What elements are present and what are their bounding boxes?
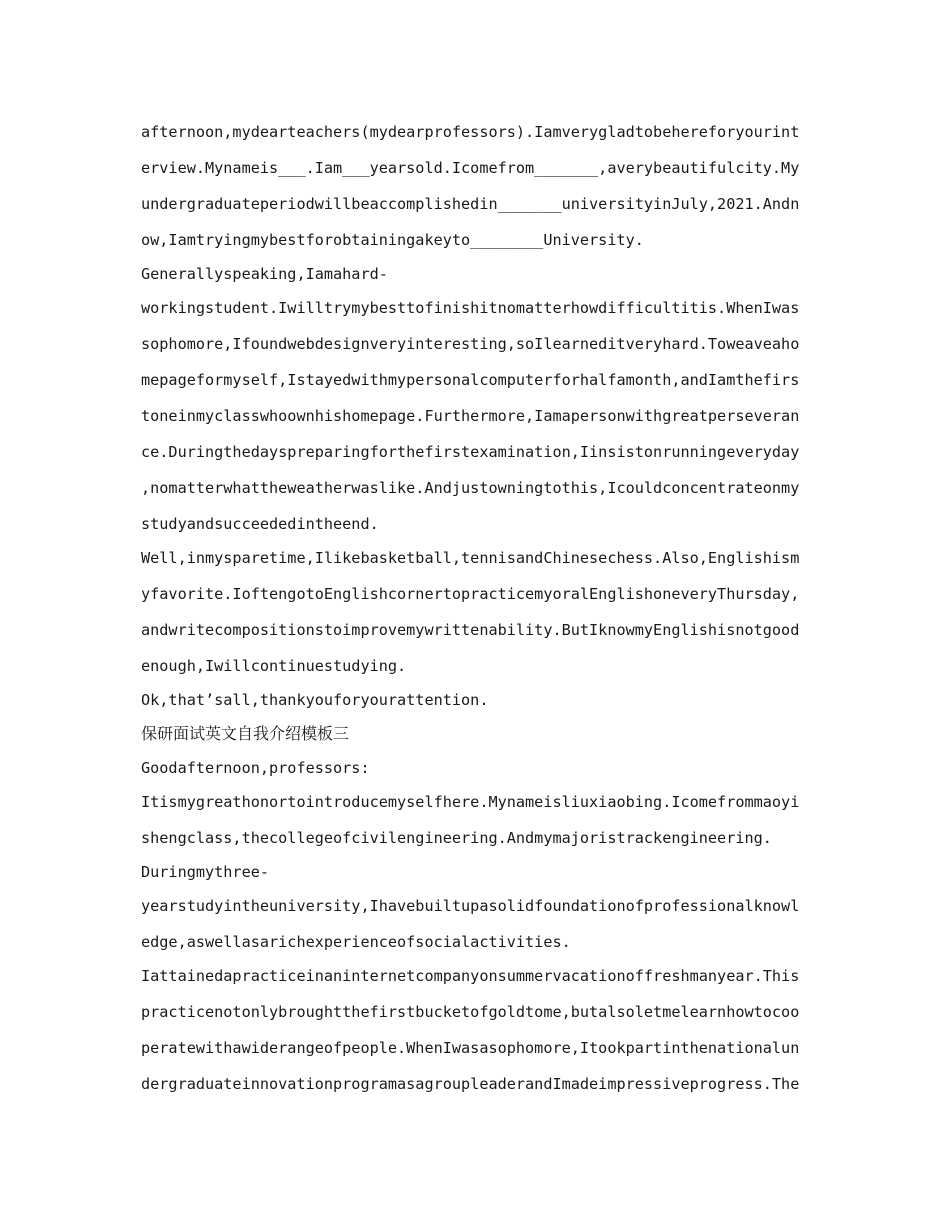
text-line: peratewithawiderangeofpeople.WhenIwasasophomore,Itookpartinthenationalun — [141, 1039, 800, 1057]
text-line: Ok,that’sall,thankyouforyourattention. — [141, 691, 489, 709]
text-line: sophomore,Ifoundwebdesignveryinteresting,soIlearneditveryhard.Toweaveaho — [141, 335, 800, 353]
text-line: Generallyspeaking,Iamahard- — [141, 265, 388, 283]
text-line: Duringmythree- — [141, 863, 270, 881]
text-line: mepageformyself,Istayedwithmypersonalcomputerforhalfamonth,andIamthefirs — [141, 371, 800, 389]
text-line: toneinmyclasswhoownhishomepage.Furthermore,Iamapersonwithgreatperseveran — [141, 407, 800, 425]
text-line: dergraduateinnovationprogramasagroupleaderandImadeimpressiveprogress.The — [141, 1075, 800, 1093]
text-line: ow,Iamtryingmybestforobtainingakeyto________University. — [141, 231, 644, 249]
text-line: andwritecompositionstoimprovemywrittenability.ButIknowmyEnglishisnotgood — [141, 621, 800, 639]
text-line: edge,aswellasarichexperienceofsocialactivities. — [141, 933, 571, 951]
text-line: Goodafternoon,professors: — [141, 759, 370, 777]
text-line: ,nomatterwhattheweatherwaslike.Andjustowningtothis,Icouldconcentrateonmy — [141, 479, 800, 497]
text-line: yfavorite.IoftengotoEnglishcornertopracticemyoralEnglishoneveryThursday, — [141, 585, 800, 603]
document-body — [141, 118, 813, 1106]
text-line: afternoon,mydearteachers(mydearprofessors).Iamverygladtobehereforyourint — [141, 123, 800, 141]
text-line: Iattainedapracticeinaninternetcompanyonsummervacationoffreshmanyear.This — [141, 967, 800, 985]
text-line: shengclass,thecollegeofcivilengineering.Andmymajoristrackengineering. — [141, 829, 772, 847]
text-line: ce.Duringthedayspreparingforthefirstexamination,Iinsistonrunningeveryday — [141, 443, 800, 461]
text-line: undergraduateperiodwillbeaccomplishedin_______universityinJuly,2021.Andn — [141, 195, 800, 213]
text-line: studyandsucceededintheend. — [141, 515, 379, 533]
text-line: yearstudyintheuniversity,Ihavebuiltupasolidfoundationofprofessionalknowl — [141, 897, 800, 915]
text-line: Well,inmysparetime,Ilikebasketball,tennisandChinesechess.Also,Englishism — [141, 549, 800, 567]
text-line: workingstudent.Iwilltrymybesttofinishitnomatterhowdifficultitis.WhenIwas — [141, 299, 800, 317]
text-line: practicenotonlybroughtthefirstbucketofgoldtome,butalsoletmelearnhowtocoo — [141, 1003, 800, 1021]
text-line: enough,Iwillcontinuestudying. — [141, 657, 407, 675]
section-heading: 保研面试英文自我介绍模板三 — [141, 724, 350, 743]
text-line: Itismygreathonortointroducemyselfhere.Mynameisliuxiaobing.Icomefrommaoyi — [141, 793, 800, 811]
text-line: erview.Mynameis___.Iam___yearsold.Icomefrom_______,averybeautifulcity.My — [141, 159, 800, 177]
